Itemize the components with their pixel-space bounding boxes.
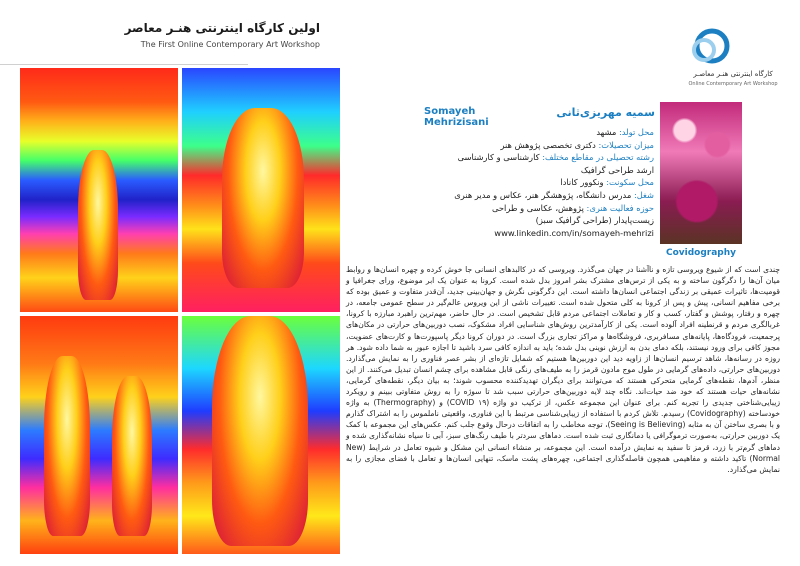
- thermal-figure: [78, 150, 118, 300]
- info-education: میزان تحصیلات: دکتری تخصصی پژوهش هنر: [500, 139, 654, 150]
- thermal-photo-masked-woman: [182, 68, 340, 312]
- info-field: رشته تحصیلی در مقاطع مختلف: کارشناسی و کارشناسی: [457, 152, 654, 163]
- header-title: اولین کارگاه اینترنتی هنـر معاصر: [124, 21, 320, 35]
- linkedin-link[interactable]: www.linkedin.com/in/somayeh-mehrizi: [494, 227, 654, 238]
- artist-statement: چندی است که از شیوع ویروسی تازه و ناآشنا در جهان می‌گذرد. ویروسی که در کالبدهای انسانی جا خوش کرده و چهره انسان‌ها و روابط میان آن‌ها را دگرگون ساخته و به یکی از ترس‌های مشترک بشر امروز بدل شده است. کرونا به عنوان یک ابر موضوع، ورای جغرافیا و قومیت‌ها، تاثیرات عمیقی بر زندگی اجتماعی انسان‌ها داشته است. این دگرگونی نگرش و جهان‌بینی جدید، آن‌قدر متفاوت و عمیق بوده که برخی مفاهیم انسانی، پیش و پس از کرونا به کلی متحول شده است. تغییرات ناشی از این ویروس عالم‌گیر در سطح عمومی جامعه، در چهره و رفتار، پوشش و گفتار، کسب و کار و تعاملات اجتماعی مردم قابل تشخیص است. در حال حاضر، مهم‌ترین راهبرد مبارزه با کرونا، غربالگری مردم و قرنطینه افراد آلوده است. یکی از کارآمدترین روش‌های شناسایی افراد مشکوک، نصب دوربین‌های حرارتی در مکان‌های پرجمعیت، فرودگاه‌ها، پایانه‌های مسافربری، فروشگاه‌ها و مراکز تجاری بزرگ است. در دوران کرونا دیگر پاسپورت‌ها و کارت‌های عضویت، مجوز کافی برای ورود نیستند، بلکه دمای بدن به ارزش نوینی بدل شده؛ باید به اندازه کافی سرد باشید تا اجازه عبور به شما داده شود. هر روزه در رسانه‌ها، شاهد ترسیم انسان‌ها از زاویه دید این دوربین‌ها هستیم که شمایل تازه‌ای از بشر عصر فناوری را به نمایش می‌گذارد. دوربین‌های حرارتی، داده‌های گرمایی در طول موج مادون قرمز را به طیف‌های رنگی قابل مشاهده برای چشم انسان تبدیل می‌کنند. از این منظر، آدم‌ها، نقطه‌های گرمایی متحرکی هستند که می‌توانند برای دیگران تهدیدکننده محسوب شوند؛ به بیان دیگر، نقطه‌های گرمایی، نشانه‌های حیات هستند که خود ضد حیات‌اند. نگاه چند لایه دوربین‌های حرارتی سبب شد تا سوژه را به روش متفاوتی ببینم و رویکرد زیبایی‌شناختی جدیدی را تجربه کنم. برای عنوان این مجموعه عکس، از ترکیب دو واژه (COVID ۱۹) و (Thermography) به واژه خودساخته (Covidography) رسیدم. تلاش کردم با استفاده از زیبایی‌شناسی مرتبط با این فناوری، واقعیتی ناملموس را به اشتراک گذارم و با بصری ساختن آن به مثابه (Seeing is Believing)، توجه مخاطب را به اتفاقات درحال وقوع جلب کنم. عکس‌های این مجموعه با کمک یک دوربین حرارتی، به‌صورت ترموگرافی یا دمانگاری ثبت شده است. دماهای سردتر با طیف رنگ‌های سبز، آبی تا سیاه نشانه‌گذاری شده و دماهای گرم‌تر با زرد، قرمز تا سفید به نمایش درآمده است. این مجموعه، بر منشاء انسانی این مشکل و شیوه تعامل در شرایط (New Normal) تاکید داشته و مفاهیمی همچون فاصله‌گذاری اجتماعی، چهره‌های پشت ماسک، تنهایی انسان‌ها و تعامل با فضای مجازی را به نمایش می‌گذارد.: [346, 265, 781, 474]
- thermal-figure: [212, 316, 308, 546]
- info-art-field: حوزه فعالیت هنری: پژوهش، عکاسی و طراحی: [491, 202, 654, 213]
- portrait-caption: Covidography: [665, 248, 737, 258]
- thermal-figure: [44, 356, 90, 536]
- logo-subtitle: Online Contemporary Art Workshop: [688, 81, 778, 87]
- thermal-photo-grid: [20, 68, 340, 554]
- header-divider: [0, 64, 248, 65]
- logo-title: کارگاه اینترنتی هنـر معاصـر: [693, 70, 773, 78]
- thermal-figure: [222, 108, 304, 288]
- info-residence: محل سکونت: ونکوور کانادا: [560, 177, 654, 188]
- thermal-photo-walkers: [20, 316, 178, 554]
- header: [80, 20, 320, 49]
- info-birthplace: محل تولد: مشهد: [596, 127, 654, 137]
- artist-info: [380, 126, 654, 239]
- info-art-field-continued: زیست‌پایدار (طراحی گرافیک سبز): [535, 215, 654, 226]
- header-subtitle: The First Online Contemporary Art Workshop: [140, 40, 320, 49]
- info-field-continued: ارشد طراحی گرافیک: [580, 164, 654, 175]
- artist-name-en: Somayeh Mehrizisani: [424, 106, 489, 128]
- logo-icon: [688, 26, 732, 70]
- info-occupation: شغل: مدرس دانشگاه، پژوهشگر هنر، عکاس و مدیر هنری: [454, 189, 654, 200]
- thermal-photo-walking-legs: [182, 316, 340, 554]
- thermal-photo-woman-standing: [20, 68, 178, 312]
- artist-name-fa: سمیه مهریزی‌ثانی: [556, 106, 655, 119]
- thermal-figure: [112, 376, 152, 536]
- artist-portrait: [660, 102, 742, 244]
